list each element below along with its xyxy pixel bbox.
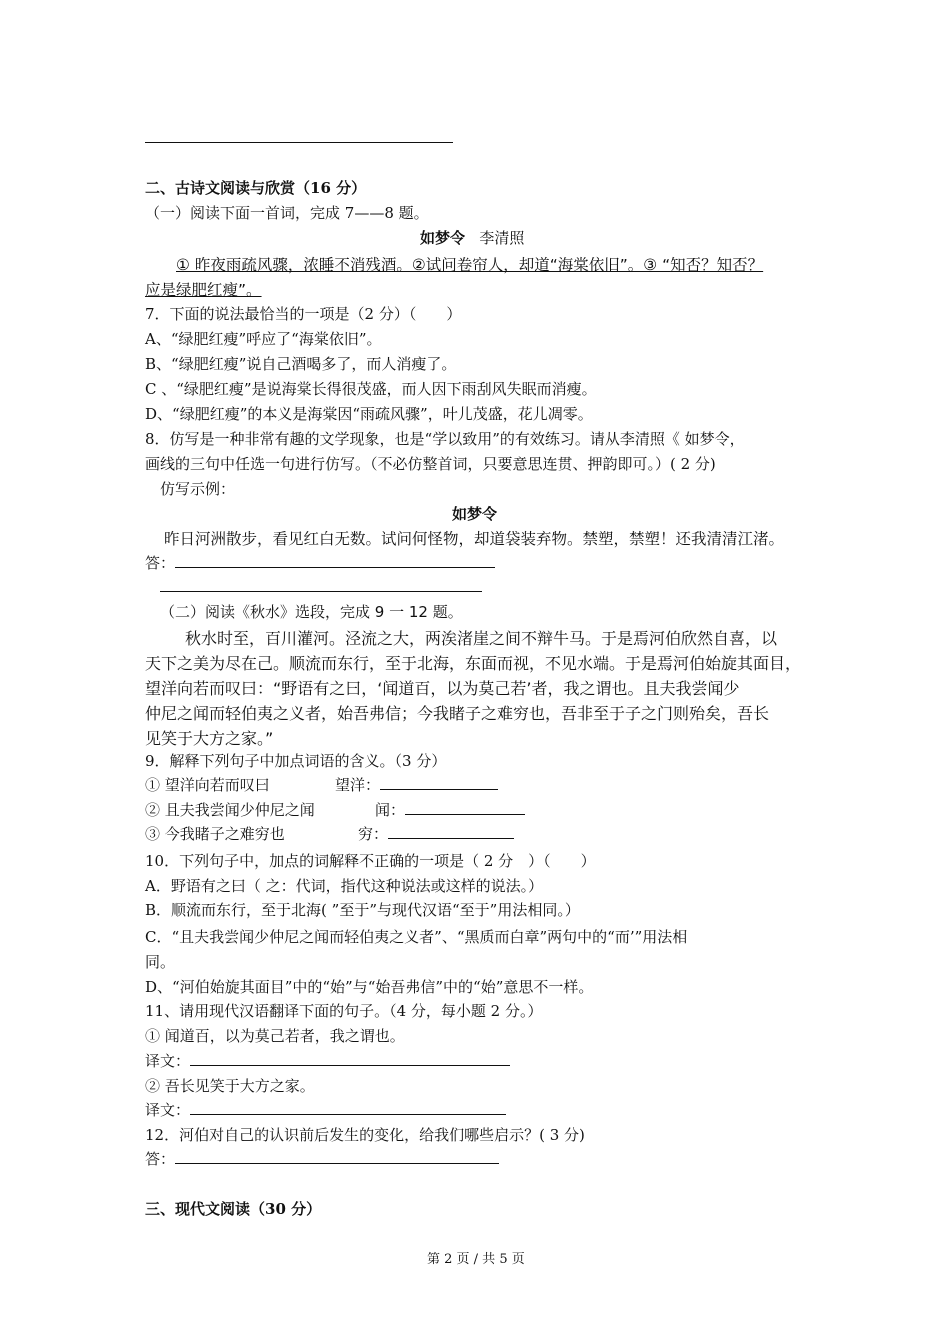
q11-stem: 11、请用现代汉语翻译下面的句子。（4 分，每小题 2 分。） (145, 1002, 543, 1020)
section-2-heading: 二、古诗文阅读与欣赏（16 分） (145, 179, 367, 197)
q8-answer-label: 答： (145, 554, 176, 572)
q8-answer-line-2[interactable] (160, 591, 482, 592)
q9-item-3: ③ 今我睹子之难穷也 (145, 825, 285, 843)
q11-translation-1-label: 译文： (145, 1052, 191, 1070)
q9-item-2: ② 且夫我尝闻少仲尼之闻 (145, 801, 315, 819)
q10-stem: 10．下列句子中，加点的词解释不正确的一项是（ 2 分 ）（ ） (145, 852, 596, 870)
q12-answer-line[interactable] (175, 1149, 499, 1164)
q7-stem: 7．下面的说法最恰当的一项是（2 分）（ ） (145, 305, 462, 323)
q9-item-2-answer (375, 799, 525, 820)
q12-answer-label: 答： (145, 1150, 176, 1168)
q7-option-d: D、“绿肥红瘦”的本义是海棠因“雨疏风骤”，叶儿茂盛，花儿凋零。 (145, 405, 593, 423)
q8-example-text: 昨日河洲散步，看见红白无数。试问何怪物，却道袋装弃物。禁塑，禁塑！还我清清江渚。 (164, 530, 785, 548)
q11-translation-1 (145, 1050, 510, 1071)
q12-answer (145, 1148, 499, 1169)
q11-translation-2 (145, 1099, 506, 1120)
q11-sentence-2: ② 吾长见笑于大方之家。 (145, 1077, 315, 1095)
q9-item-1-label: 望洋： (335, 776, 381, 794)
q10-option-b: B．顺流而东行，至于北海( ”至于”与现代汉语“至于”用法相同。） (145, 901, 580, 919)
page-footer: 第 2 页 / 共 5 页 (427, 1252, 525, 1267)
q7-option-a: A、“绿肥红瘦”呼应了“海棠依旧”。 (145, 330, 382, 348)
section-3-heading: 三、现代文阅读（30 分） (145, 1200, 322, 1218)
q9-item-1-line[interactable] (380, 775, 498, 790)
passage-line-1: 秋水时至，百川灌河。泾流之大，两涘渚崖之间不辩牛马。于是焉河伯欣然自喜，以 (185, 629, 778, 648)
q9-item-1-answer (335, 774, 498, 795)
passage-line-3: 望洋向若而叹曰：“野语有之曰，‘闻道百，以为莫己若’者，我之谓也。且夫我尝闻少 (145, 679, 740, 698)
q8-stem-line-1: 8．仿写是一种非常有趣的文学现象，也是“学以致用”的有效练习。请从李清照《 如梦令， (145, 430, 745, 448)
poem-title: 如梦令 (420, 229, 466, 247)
q12-stem: 12．河伯对自己的认识前后发生的变化，给我们哪些启示？( 3 分) (145, 1126, 585, 1144)
q9-item-3-label: 穷： (358, 825, 389, 843)
q9-item-2-line[interactable] (405, 800, 525, 815)
poem-author: 李清照 (479, 229, 525, 247)
poem-line-1: ① 昨夜雨疏风骤，浓睡不消残酒。②试问卷帘人，却道“海棠依旧”。③ “知否？知否？ (176, 256, 764, 274)
q8-example-title: 如梦令 (452, 505, 498, 523)
q8-answer-line[interactable] (175, 553, 495, 568)
q7-option-c: C 、“绿肥红瘦”是说海棠长得很茂盛，而人因下雨刮风失眠而消瘦。 (145, 380, 597, 398)
passage-line-4: 仲尼之闻而轻伯夷之义者，始吾弗信；今我睹子之难穷也，吾非至于子之门则殆矣，吾长 (145, 704, 770, 723)
top-answer-line (145, 142, 453, 143)
q10-option-d: D、“河伯始旋其面目”中的“始”与“始吾弗信”中的“始”意思不一样。 (145, 978, 594, 996)
q11-translation-2-line[interactable] (190, 1100, 506, 1115)
q11-translation-2-label: 译文： (145, 1101, 191, 1119)
q9-stem: 9．解释下列句子中加点词语的含义。（3 分） (145, 752, 447, 770)
q10-option-a: A．野语有之曰（ 之：代词，指代这种说法或这样的说法。） (145, 877, 544, 895)
q8-stem-line-2: 画线的三句中任选一句进行仿写。（不必仿整首词，只要意思连贯、押韵即可。）( 2 分) (145, 455, 716, 473)
q9-item-3-line[interactable] (388, 824, 514, 839)
q7-option-b: B、“绿肥红瘦”说自己酒喝多了，而人消瘦了。 (145, 355, 457, 373)
q10-option-c-line-2: 同。 (145, 953, 176, 971)
passage-line-2: 天下之美为尽在己。顺流而东行，至于北海，东面而视，不见水端。于是焉河伯始旋其面目， (145, 654, 802, 673)
poem-heading (420, 227, 524, 248)
poem-line-2: 应是绿肥红瘦”。 (145, 281, 262, 299)
passage-line-5: 见笑于大方之家。” (145, 729, 274, 748)
q9-item-3-answer (358, 823, 514, 844)
q11-translation-1-line[interactable] (190, 1051, 510, 1066)
part-2-intro: （二）阅读《秋水》选段，完成 9 一 12 题。 (160, 603, 463, 621)
part-1-intro: （一）阅读下面一首词，完成 7——8 题。 (145, 204, 429, 222)
q9-item-2-label: 闻： (375, 801, 406, 819)
q11-sentence-1: ① 闻道百，以为莫己若者，我之谓也。 (145, 1027, 405, 1045)
q8-answer (145, 552, 495, 573)
q8-example-label: 仿写示例： (160, 480, 236, 498)
q10-option-c-line-1: C．“且夫我尝闻少仲尼之闻而轻伯夷之义者”、“黑质而白章”两句中的“而’”用法相 (145, 928, 688, 946)
q9-item-1: ① 望洋向若而叹曰 (145, 776, 270, 794)
